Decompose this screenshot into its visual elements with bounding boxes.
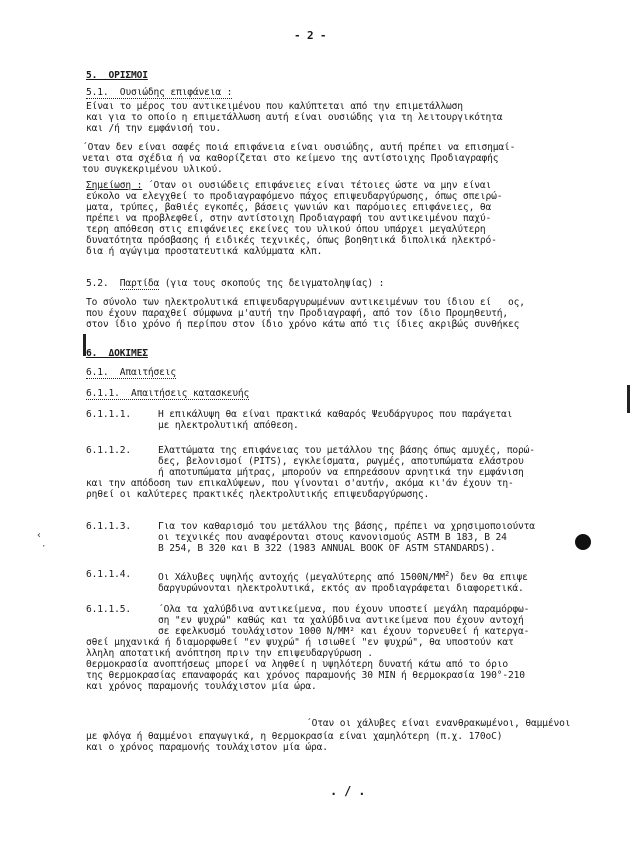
section-5-1-para-1: Είναι το μέρος του αντικειμένου που καλύπτεται από την επιμετάλλωση και για το οποίο η επιμετάλλωση αυτή είναι ουσιώδης για τη λειτουργικότητα και /ή την εμφάνισή του. xyxy=(86,101,503,134)
ink-blot xyxy=(575,534,591,550)
item-6-1-1-5-text: ΄Ολα τα χαλύβδινα αντικείμενα, που έχουν υποστεί μεγάλη παραμόρφω- ση "εν ψυχρώ" καθώς και τα χαλύβδινα αντικείμενα που έχουν αντοχή σε εφελκυσμό τουλάχιστον 1000 N/MM² και έχουν τορνευθεί ή κατεργα- xyxy=(158,604,530,637)
item-6-1-1-5-num: 6.1.1.5. xyxy=(86,604,132,615)
item-6-1-1-3-text: Για τον καθαρισμό του μετάλλου της βάσης, πρέπει να χρησιμοποιούντα οι τεχνικές που αναφέρονται στους κανονισμούς ASTM B 183, B 24 B 254, B 320 και B 322 (1983 ANNUAL BOOK OF ASTM STANDARDS). xyxy=(158,521,535,554)
margin-mark xyxy=(627,385,630,413)
section-6-title: 6. ΔΟΚΙΜΕΣ xyxy=(86,348,148,359)
section-5-title: 5. ΟΡΙΣΜΟΙ xyxy=(86,70,148,81)
margin-mark: ‹ xyxy=(36,530,42,541)
item-6-1-1-5-tail-first: ΄Οταν οι χάλυβες είναι ενανθρακωμένοι, θαμμένοι xyxy=(306,718,571,729)
item-6-1-1-3-num: 6.1.1.3. xyxy=(86,521,132,532)
item-6-1-1-4-num: 6.1.1.4. xyxy=(86,569,132,580)
section-6-1-1-heading: 6.1.1. Απαιτήσεις κατασκευής xyxy=(86,388,250,399)
section-5-2-text: Το σύνολο των ηλεκτρολυτικά επιψευδαργυρωμένων αντικειμένων του ίδιου εί ος, που έχουν παραχθεί σύμφωνα μ'αυτή την Προδιαγραφή, από τον ίδιο Προμηθευτή, στον ίδιο χρόνο ή περίπου στον ίδιο χρόνο κάτω από τις ίδιες ακριβώς συνθήκες xyxy=(86,297,525,330)
item-6-1-1-2-cont: και την απόδοση των επικαλύψεων, που γίνονται σ'αυτήν, ακόμα κι'άν έχουν τη- ρηθεί οι καλύτερες πρακτικές ηλεκτρολυτικής επιψευδαργύρωσης. xyxy=(86,478,514,500)
section-5-1-heading: 5.1. Ουσιώδης επιφάνεια : xyxy=(86,87,233,98)
item-6-1-1-2-text: Ελαττώματα της επιφάνειας του μετάλλου της βάσης όπως αμυχές, πορώ- δες, βελονισμοί (PITS), εγκλείσματα, ρωγμές, αποτυπώματα ελάστρου ή αποτυπώματα μήτρας, μπορούν να επηρεάσουν αρνητικά την εμφάνιση xyxy=(158,445,535,478)
section-5-1-note: Σημείωση : ΄Οταν οι ουσιώδεις επιφάνειες είναι τέτοιες ώστε να μην είναι εύκολο να ελεγχθεί το προδιαγραφόμενο πάχος επιψευδαργύρωσης, όπως σπειρώ- ματα, τρύπες, βαθιές εγκοπές, βάσεις γωνιών και παρόμοιες επιφάνειες, θα πρέπει να προβλεφθεί, στην αντίστοιχη Προδιαγραφή του αντικειμένου παχύ- τερη απόθεση στις επιφάνειες εκείνες του υλικού όπου υπάρχει μεγαλύτερη δυνατότητα πρόσβασης ή ειδικές τεχνικές, όπως βοηθητικά διπολικά ηλεκτρό- δια ή αγώγιμα προστατευτικά καλύμματα κλπ. xyxy=(86,180,503,257)
section-5-1-para-2: ΄Οταν δεν είναι σαφές ποιά επιφάνεια είναι ουσιώδης, αυτή πρέπει να επισημαί- νεται στα σχέδια ή να καθορίζεται στο κείμενο της αντίστοιχης Προδιαγραφής του συγκεκριμένου υλικού. xyxy=(82,142,516,175)
continuation-mark: . / . xyxy=(330,784,366,798)
item-6-1-1-1-text: Η επικάλυψη θα είναι πρακτικά καθαρός Ψευδάργυρος που παράγεται με ηλεκτρολυτική απόθεση. xyxy=(158,409,513,431)
item-6-1-1-5-tail: με φλόγα ή θαμμένοι επαγωγικά, η θερμοκρασία είναι χαμηλότερη (π.χ. 170oC) και ο χρόνος παραμονής τουλάχιστον μία ώρα. xyxy=(86,731,503,753)
item-6-1-1-2-num: 6.1.1.2. xyxy=(86,445,132,456)
page-number: - 2 - xyxy=(294,29,327,42)
item-6-1-1-1-num: 6.1.1.1. xyxy=(86,409,132,420)
note-label: Σημείωση : xyxy=(86,180,143,191)
margin-mark: · xyxy=(41,542,47,552)
item-6-1-1-4-text: Οι Χάλυβες υψηλής αντοχής (μεγαλύτερης από $1500N/MM^2$) δεν θα επιψε δαργυρώνονται ηλεκτρολυτικά, εκτός αν προδιαγράφεται διαφορετικά. xyxy=(158,570,528,595)
section-5-2-heading: 5.2. Παρτίδα (για τους σκοπούς της δειγματοληψίας) : xyxy=(86,278,385,289)
item-6-1-1-5-cont: σθεί μηχανικά ή διαμορφωθεί "εν ψυχρώ" ή ισιωθεί "εν ψυχρώ", θα υποστούν κατ λληλη αποτατική ανόπτηση πριν την επιψευδαργύρωση . Θερμοκρασία ανοπτήσεως μπορεί να ληφθεί η υψηλότερη δυνατή κάτω από το όριο της θερμοκρασίας επαναφοράς και χρόνος παραμονής 30 MIN ή θερμοκρασία 190°-210 και χρόνος παραμονής τουλάχιστον μία ώρα. xyxy=(86,637,525,692)
section-6-1-heading: 6.1. Απαιτήσεις xyxy=(86,367,177,378)
